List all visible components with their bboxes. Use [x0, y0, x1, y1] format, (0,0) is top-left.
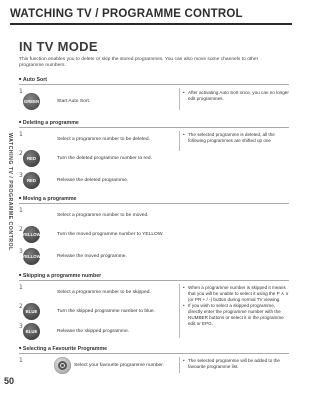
side-label — [0, 0, 13, 400]
step-text: Start Auto Sort. — [57, 99, 91, 104]
page-header-title: WATCHING TV / PROGRAMME CONTROL — [10, 8, 243, 20]
blue-button-icon: BLUE — [23, 303, 40, 320]
step-number: 2 — [19, 303, 23, 310]
step-number: 3 — [19, 172, 23, 179]
yellow-button-icon: YELLOW — [23, 226, 40, 243]
green-button-icon: GREEN — [23, 93, 40, 110]
header-rule — [10, 23, 292, 25]
step-number: 3 — [19, 248, 23, 255]
side-label-text: WATCHING TV / PROGRAMME CONTROL — [7, 133, 13, 251]
section-rule — [19, 127, 289, 128]
step-text: Select a programme number to be skipped. — [57, 290, 151, 295]
section-rule — [19, 203, 289, 204]
blue-button-icon: BLUE — [23, 323, 40, 340]
step-number: 2 — [19, 150, 23, 157]
main-title: IN TV MODE — [19, 39, 98, 54]
note-divider — [179, 357, 180, 373]
step-text: Select your favourite programme number. — [74, 363, 164, 368]
step-text: Release the skipped programme. — [57, 329, 130, 334]
step-text: Release the moved programme. — [57, 254, 127, 259]
note-divider — [179, 131, 180, 151]
step-number: 1 — [19, 88, 23, 95]
fav-button-icon — [54, 357, 71, 374]
note-divider — [179, 284, 180, 338]
favourite-note: • The selected programme will be added to the favourite programme list. — [183, 358, 289, 370]
page-number: 50 — [4, 376, 15, 386]
step-text: Select a programme number to be deleted. — [57, 137, 150, 142]
red-button-icon: RED — [23, 172, 40, 189]
step-text: Select a programme number to be moved. — [57, 213, 149, 218]
step-text: Turn the skipped programme number to blue. — [57, 309, 155, 314]
step-number: 2 — [19, 226, 23, 233]
section-rule — [19, 84, 289, 85]
step-text: Turn the deleted programme number to red. — [57, 156, 152, 161]
section-title-skipping: ■ Skipping a programme number — [19, 272, 101, 279]
red-button-icon: RED — [23, 150, 40, 167]
section-rule — [19, 353, 289, 354]
deleting-note: • The selected programme is deleted, all the following programmes are shifted up one — [183, 132, 289, 144]
auto-sort-note: • After activating Auto Sort once, you can no longer edit programmes. — [183, 90, 289, 102]
step-number: 1 — [19, 284, 23, 291]
step-number: 1 — [19, 207, 23, 214]
step-number: 3 — [19, 323, 23, 330]
section-title-auto-sort: ■ Auto Sort — [19, 76, 47, 83]
section-rule — [19, 280, 289, 281]
section-title-moving: ■ Moving a programme — [19, 195, 77, 202]
section-title-deleting: ■ Deleting a programme — [19, 119, 79, 126]
step-text: Turn the moved programme number to YELLOW. — [57, 232, 164, 237]
section-title-favourite: ■ Selecting a Favourite Programme — [19, 345, 107, 352]
step-text: Release the deleted programme. — [57, 178, 129, 183]
skipping-notes: • When a programme number is skipped it means that you will be unable to select it using the P ∧ ∨ (or PR + / -) button during normal TV viewing. • If you wish to select a skipped programme, directly enter the programme number with the NUMBER buttons or select it in the programme edit or EPG. — [183, 285, 289, 327]
step-number: 1 — [19, 131, 23, 138]
step-number: 1 — [19, 357, 23, 364]
note-divider — [179, 88, 180, 110]
intro-text: This function enables you to delete or skip the stored programmes. You can also move some channels to other programme numbers. — [19, 57, 259, 69]
yellow-button-icon: YELLOW — [23, 248, 40, 265]
